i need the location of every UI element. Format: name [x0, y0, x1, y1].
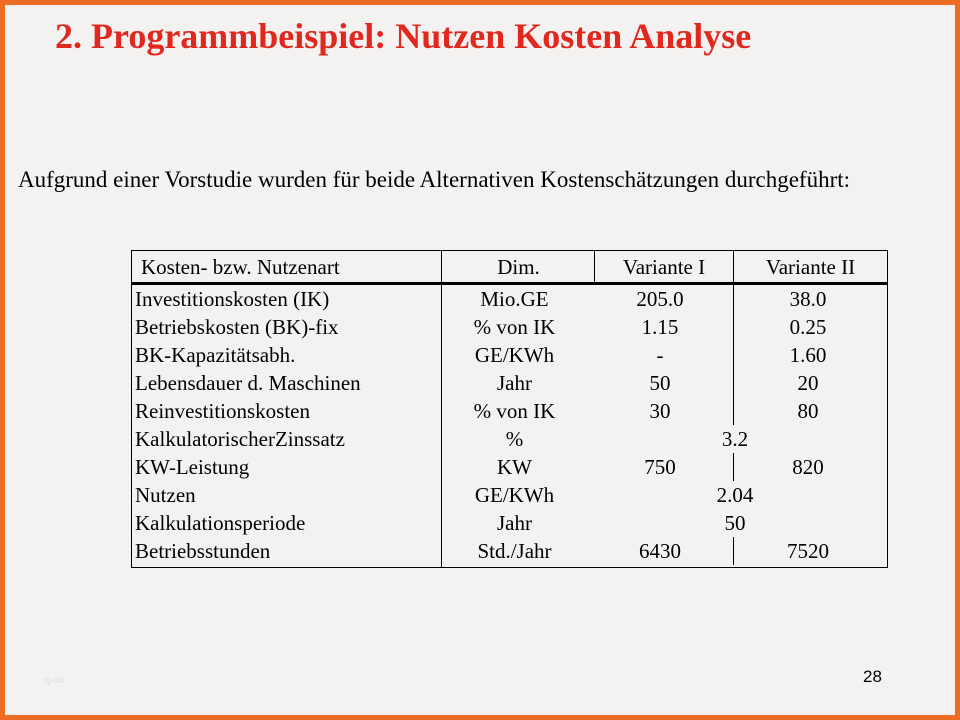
table-row: [131, 341, 888, 369]
cell-dim: GE/KWh: [474, 483, 555, 507]
cell-dim: % von IK: [473, 315, 556, 339]
variant-separator: [733, 537, 734, 565]
header-kostenart: Kosten- bzw. Nutzenart: [141, 255, 340, 279]
variant-separator: [733, 341, 734, 369]
cell-kostenart: Nutzen: [135, 483, 196, 507]
cell-dim: KW: [497, 455, 532, 479]
cell-variante-1: 30: [649, 399, 671, 423]
cell-variante-2: 820: [792, 455, 824, 479]
variant-separator: [733, 285, 734, 313]
table-row: [131, 313, 888, 341]
header-variante-1: Variante I: [622, 255, 706, 279]
page-number: 28: [863, 667, 882, 686]
cell-dim: %: [505, 427, 524, 451]
cell-shared-value: 2.04: [716, 483, 754, 507]
variant-separator: [733, 397, 734, 425]
cell-variante-2: 1.60: [789, 343, 827, 367]
table-row: [131, 537, 888, 565]
cell-variante-1: 6430: [639, 539, 681, 563]
cell-dim: GE/KWh: [474, 343, 555, 367]
cell-variante-1: -: [656, 343, 664, 367]
cell-kostenart: Lebensdauer d. Maschinen: [135, 371, 361, 395]
cell-kostenart: Betriebskosten (BK)-fix: [135, 315, 339, 339]
cell-variante-1: 750: [644, 455, 676, 479]
header-dim: Dim.: [497, 255, 540, 279]
table-row: [131, 453, 888, 481]
variant-separator: [733, 369, 734, 397]
cell-shared-value: 50: [724, 511, 746, 535]
cell-variante-2: 20: [797, 371, 819, 395]
cell-kostenart: BK-Kapazitätsabh.: [135, 343, 296, 367]
cell-kostenart: Kalkulationsperiode: [135, 511, 306, 535]
table-row: [131, 509, 888, 537]
cell-variante-2: 7520: [787, 539, 829, 563]
variant-separator: [733, 313, 734, 341]
slide-title: 2. Programmbeispiel: Nutzen Kosten Analyse: [55, 16, 752, 56]
cell-variante-2: 0.25: [789, 315, 827, 339]
table-row: [131, 285, 888, 313]
variant-separator: [733, 453, 734, 481]
table-row: [131, 481, 888, 509]
cell-dim: Jahr: [497, 511, 532, 535]
cell-kostenart: KalkulatorischerZinssatz: [135, 427, 345, 451]
cell-variante-2: 38.0: [789, 287, 827, 311]
cell-variante-2: 80: [797, 399, 819, 423]
cell-kostenart: Betriebsstunden: [135, 539, 271, 563]
cost-comparison-table: [131, 250, 888, 568]
cell-dim: Std./Jahr: [477, 539, 552, 563]
cell-variante-1: 205.0: [636, 287, 684, 311]
header-variante-2: Variante II: [765, 255, 856, 279]
cell-kostenart: KW-Leistung: [135, 455, 250, 479]
table-row: [131, 397, 888, 425]
cell-dim: Jahr: [497, 371, 532, 395]
cell-kostenart: Investitionskosten (IK): [135, 287, 330, 311]
cell-variante-1: 1.15: [641, 315, 679, 339]
table-bottom-border: [131, 567, 888, 568]
cell-kostenart: Reinvestitionskosten: [135, 399, 310, 423]
cell-shared-value: 3.2: [721, 427, 749, 451]
watermark: rg-ab: [43, 675, 65, 685]
table-row: [131, 369, 888, 397]
cell-dim: % von IK: [473, 399, 556, 423]
intro-text: Aufgrund einer Vorstudie wurden für beide Alternativen Kostenschätzungen durchgeführt:: [18, 167, 851, 192]
cell-variante-1: 50: [649, 371, 671, 395]
table-row: [131, 425, 888, 453]
cell-dim: Mio.GE: [480, 287, 549, 311]
